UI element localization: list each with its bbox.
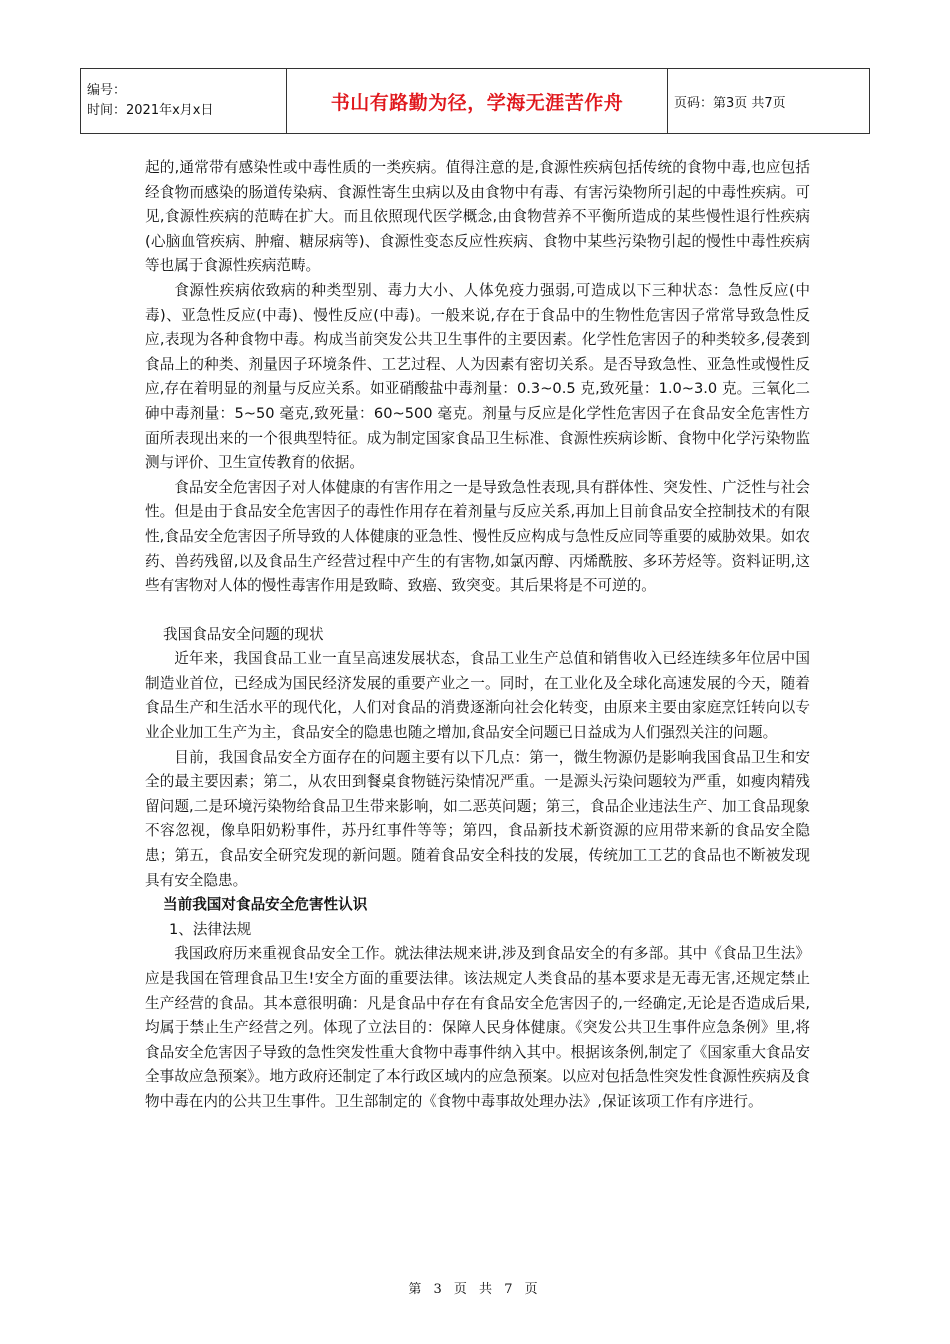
document-time-label: 时间：2021年x月x日 bbox=[87, 103, 214, 118]
document-header bbox=[80, 68, 870, 134]
body-paragraph: 食源性疾病依致病的种类型别、毒力大小、人体免疫力强弱,可造成以下三种状态：急性反应(中毒)、亚急性反应(中毒)、慢性反应(中毒)。一般来说,存在于食品中的生物性危害因子常常导致急性反应,表现为各种食物中毒。构成当前突发公共卫生事件的主要因素。化学性危害因子的种类较多,侵袭到食品上的种类、剂量因子环境条件、工艺过程、人为因素有密切关系。是否导致急性、亚急性或慢性反应,存在着明显的剂量与反应关系。如亚硝酸盐中毒剂量：0.3~0.5 克,致死量：1.0~3.0 克。三氧化二砷中毒剂量：5~50 毫克,致死量：60~500 毫克。剂量与反应是化学性危害因子在食品安全危害性方面所表现出来的一个很典型特征。成为制定国家食品卫生标准、食源性疾病诊断、食物中化学污染物监测与评价、卫生宣传教育的依据。 bbox=[145, 281, 810, 472]
body-paragraph: 目前，我国食品安全方面存在的问题主要有以下几点：第一，微生物源仍是影响我国食品卫生和安全的最主要因素；第二，从农田到餐桌食物链污染情况严重。一是源头污染问题较为严重，如瘦肉精残留问题,二是环境污染物给食品卫生带来影响，如二恶英问题；第三，食品企业违法生产、加工食品现象不容忽视，像阜阳奶粉事件，苏丹红事件等等；第四，食品新技术新资源的应用带来新的食品安全隐患；第五，食品安全研究发现的新问题。随着食品安全科技的发展，传统加工工艺的食品也不断被发现具有安全隐患。 bbox=[145, 748, 810, 889]
body-paragraph: 我国政府历来重视食品安全工作。就法律法规来讲,涉及到食品安全的有多部。其中《食品卫生法》应是我国在管理食品卫生!安全方面的重要法律。该法规定人类食品的基本要求是无毒无害,还规定禁止生产经营的食品。其本意很明确：凡是食品中存在有食品安全危害因子的,一经确定,无论是否造成后果,均属于禁止生产经营之列。体现了立法目的：保障人民身体健康。《突发公共卫生事件应急条例》里,将食品安全危害因子导致的急性突发性重大食物中毒事件纳入其中。根据该条例,制定了《国家重大食品安全事故应急预案》。地方政府还制定了本行政区域内的应急预案。以应对包括急性突发性食源性疾病及食物中毒在内的公共卫生事件。卫生部制定的《食物中毒事故处理办法》,保证该项工作有序进行。 bbox=[145, 945, 810, 1110]
section-heading: 我国食品安全问题的现状 bbox=[163, 625, 324, 643]
body-paragraph: 食品安全危害因子对人体健康的有害作用之一是导致急性表现,具有群体性、突发性、广泛性与社会性。但是由于食品安全危害因子的毒性作用存在着剂量与反应关系,再加上目前食品安全控制技术的有限性,食品安全危害因子所导致的人体健康的亚急性、慢性反应构成与急性反应同等重要的威胁效果。如农药、兽药残留,以及食品生产经营过程中产生的有害物,如氯丙醇、丙烯酰胺、多环芳烃等。资料证明,这些有害物对人体的慢性毒害作用是致畸、致癌、致突变。其后果将是不可逆的。 bbox=[145, 478, 810, 595]
header-meta-cell bbox=[81, 69, 287, 134]
footer-page-number: 第 3 页 共 7 页 bbox=[408, 1282, 542, 1297]
section-heading-bold: 当前我国对食品安全危害性认识 bbox=[163, 896, 368, 914]
header-page-cell bbox=[668, 69, 870, 134]
paragraph-spacer bbox=[145, 599, 810, 623]
header-page-info: 页码：第3页 共7页 bbox=[674, 95, 786, 111]
body-paragraph-continued: 起的,通常带有感染性或中毒性质的一类疾病。值得注意的是,食源性疾病包括传统的食物中毒,也应包括经食物而感染的肠道传染病、食源性寄生虫病以及由食物中有毒、有害污染物所引起的中毒性疾病。可见,食源性疾病的范畴在扩大。而且依照现代医学概念,由食物营养不平衡所造成的某些慢性退行性疾病(心脑血管疾病、肿瘤、糖尿病等)、食源性变态反应性疾病、食物中某些污染物引起的慢性中毒性疾病等也属于食源性疾病范畴。 bbox=[145, 159, 810, 275]
document-body bbox=[145, 156, 810, 1115]
page-footer bbox=[0, 1278, 950, 1297]
subsection-heading: 1、法律法规 bbox=[169, 920, 252, 938]
document-number-label: 编号： bbox=[87, 83, 127, 98]
header-motto: 书山有路勤为径，学海无涯苦作舟 bbox=[330, 91, 624, 114]
header-motto-cell bbox=[287, 69, 668, 134]
body-paragraph: 近年来，我国食品工业一直呈高速发展状态，食品工业生产总值和销售收入已经连续多年位居中国制造业首位，已经成为国民经济发展的重要产业之一。同时，在工业化及全球化高速发展的今天，随着食品生产和生活水平的现代化，人们对食品的消费逐渐向社会化转变，由原来主要由家庭烹饪转向以专业企业加工生产为主，食品安全的隐患也随之增加,食品安全问题已日益成为人们强烈关注的问题。 bbox=[145, 650, 810, 742]
